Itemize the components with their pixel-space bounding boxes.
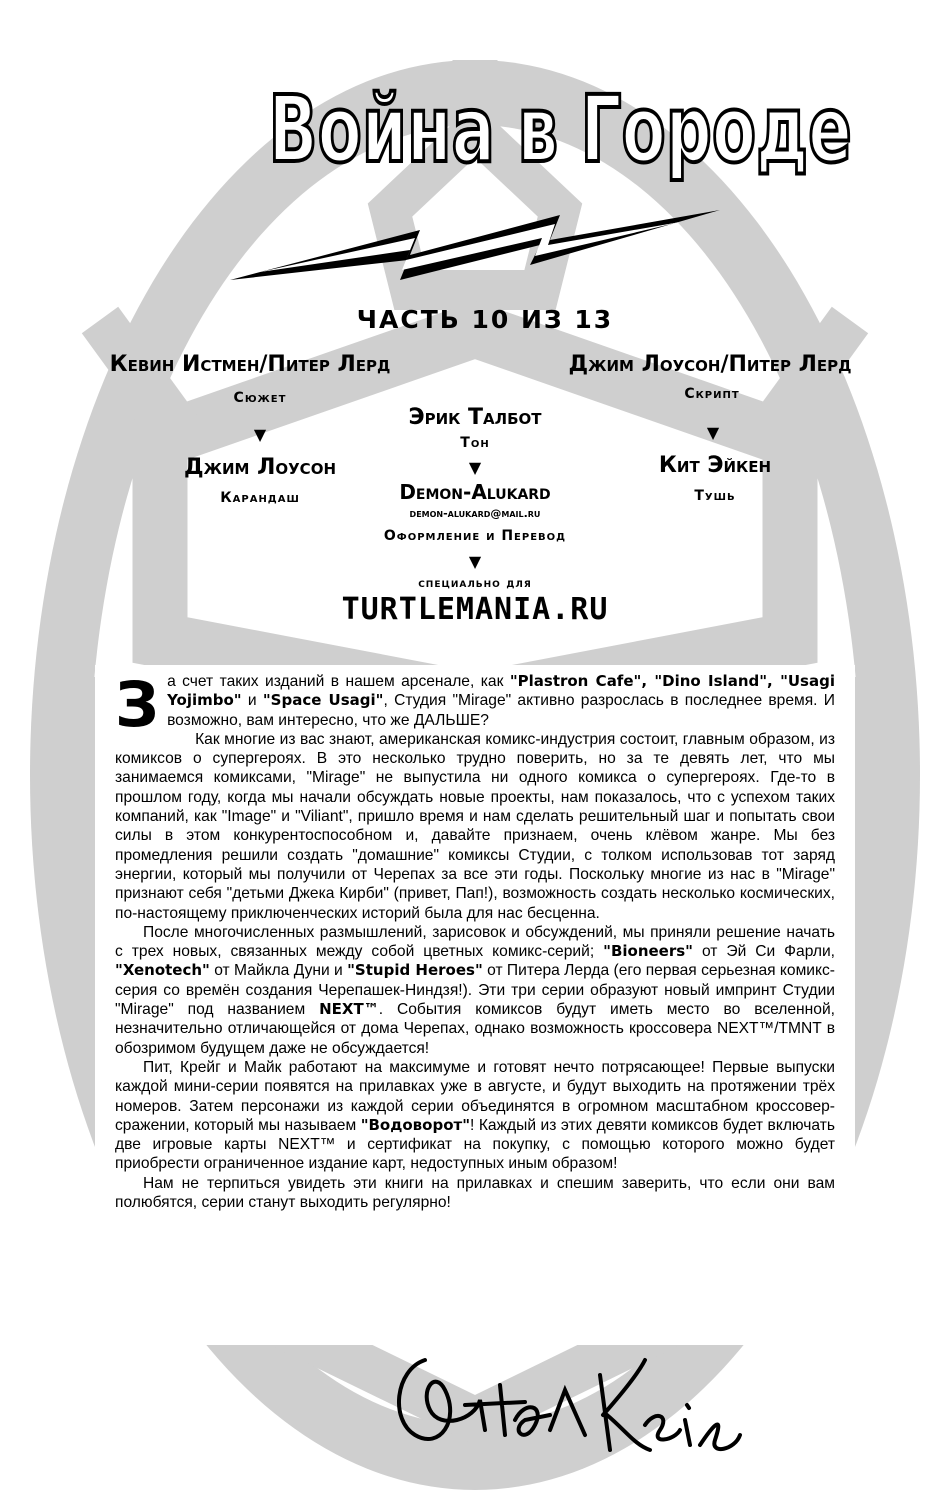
arrow-down-icon: ▼ bbox=[253, 425, 267, 444]
lightning-bolt-icon bbox=[230, 210, 720, 285]
drop-cap: З bbox=[115, 668, 160, 741]
part-label: ЧАСТЬ 10 ИЗ 13 bbox=[356, 305, 614, 334]
paragraph: После многочисленных размышлений, зарисовок и обсуждений, мы приняли решение начать с трех новых, связанных между собой цветных комикс-серий; "Bioneers" от Эй Си Фарли, "Xenotech" от Майкла Дуни и "Stupid Heroes" от Питера Лерда (его первая серьезная комикс-серия со времён создания Черепашек-Ниндзя!). Эти три серии образуют новый импринт Студии "Mirage" под названием NEXT™. События комиксов будут иметь место во вселенной, незначительно отличающейся от дома Черепах, однако возможность кроссовера NEXT™/TMNT в обозримом будущем даже не обсуждается! bbox=[115, 923, 836, 1057]
paragraph: За счет таких изданий в нашем арсенале, как "Plastron Cafe", "Dino Island", "Usagi Yojimbo" и "Space Usagi", Студия "Mirage" активно разрослась в последнее время. И возможно, вам интересно, что же ДАЛЬШЕ? bbox=[115, 668, 835, 741]
paragraph: Пит, Крейг и Майк работают на максимуме и готовят нечто потрясающее! Первые выпуски каждой мини-серии появятся на прилавках уже в августе, и будут выходить на протяжении трёх номеров. Затем персонажи из каждой серии объединятся в огромном масштабном кроссовер-сражении, который мы называем "Водоворот"! Каждый из этих девяти комиксов будет включать две игровые карты NEXT™ и сертификат на покупку, с помощью которого можно будет приобрести ограниченное издание карт, недоступных иным образом! bbox=[115, 1058, 835, 1173]
script-authors: Джим Лоусон/Питер Лерд bbox=[568, 352, 852, 377]
plot-authors: Кевин Истмен/Питер Лерд bbox=[109, 352, 391, 377]
translator-email: demon-alukard@mail.ru bbox=[409, 507, 541, 520]
plot-role: Сюжет bbox=[233, 390, 287, 406]
arrow-down-icon: ▼ bbox=[468, 458, 482, 477]
script-role: Скрипт bbox=[684, 386, 740, 402]
editorial-text bbox=[115, 668, 836, 1212]
ink-artist: Кит Эйкен bbox=[658, 453, 772, 478]
comic-title: Война в Городе bbox=[268, 76, 852, 183]
pencil-role: Карандаш bbox=[220, 490, 300, 506]
arrow-down-icon: ▼ bbox=[468, 552, 482, 571]
translator-name: Demon-Alukard bbox=[399, 480, 551, 504]
title-block bbox=[180, 70, 852, 190]
pencil-artist: Джим Лоусон bbox=[184, 455, 336, 480]
tone-role: Тон bbox=[460, 435, 490, 451]
tone-artist: Эрик Талбот bbox=[408, 405, 542, 430]
arrow-down-icon: ▼ bbox=[706, 423, 720, 442]
special-for-label: специально для bbox=[418, 576, 532, 591]
paragraph: Как многие из вас знают, американская комикс-индустрия состоит, главным образом, из комиксов о супергероях. В это несколько трудно поверить, но за те девять лет, что мы занимаемся комиксами, "Mirage" не выпустила ни одного комикса о супергероях. Где-то в прошлом году, когда мы начали обсуждать новые проекты, нам показалось, что с успехом таких компаний, как "Image" и "Viliant", пришло время и нам сделать решительный шаг и попытать свои силы в этом конкурентоспособном и, давайте признаем, очень клёвом жанре. Мы без промедления решили создать "домашние" комиксы Студии, с толком использовав тот заряд энергии, который мы получили от Черепах за все эти годы. Поскольку многие из нас в "Mirage" признают себя "детьми Джека Кирби" (привет, Пап!), возможность создать несколько космических, по-настоящему приключенческих историй была для нас бесценна. bbox=[115, 730, 835, 922]
translator-role: Оформление и Перевод bbox=[383, 528, 567, 544]
paragraph: Нам не терпиться увидеть эти книги на прилавках и спешим заверить, что если они вам полюбятся, серии станут выходить регулярно! bbox=[115, 1174, 835, 1212]
signature bbox=[385, 1350, 755, 1460]
site-name: TURTLEMANIA.RU bbox=[341, 592, 609, 627]
ink-role: Тушь bbox=[694, 488, 736, 504]
